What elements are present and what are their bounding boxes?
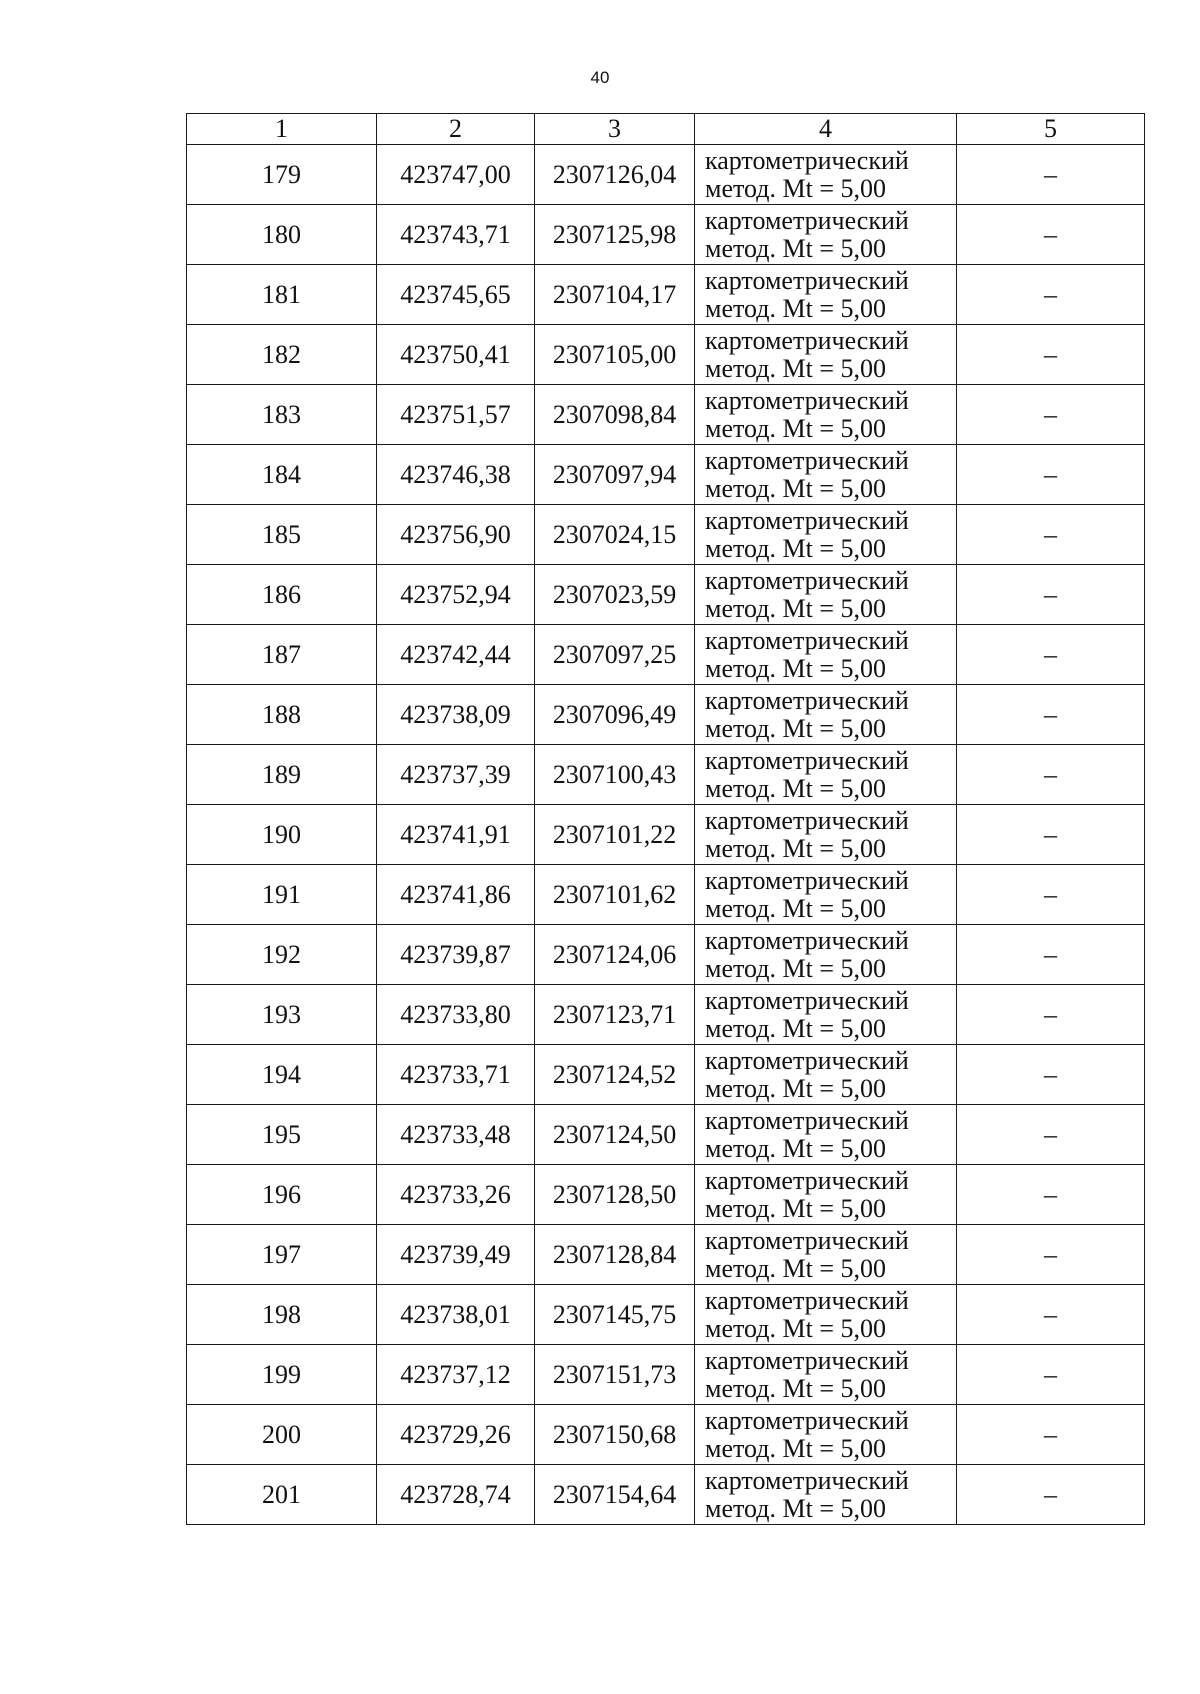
note-cell: – <box>957 445 1145 505</box>
x-coordinate-cell: 423739,49 <box>377 1225 535 1285</box>
method-line-1: картометрический <box>705 745 909 775</box>
y-coordinate-cell: 2307151,73 <box>535 1345 695 1405</box>
note-cell: – <box>957 205 1145 265</box>
point-number-cell: 180 <box>187 205 377 265</box>
y-coordinate-cell: 2307104,17 <box>535 265 695 325</box>
table-row <box>187 1165 1145 1225</box>
table-row <box>187 1105 1145 1165</box>
method-cell <box>695 565 957 625</box>
method-line-2: метод. Mt = 5,00 <box>705 1013 886 1043</box>
method-line-1: картометрический <box>705 985 909 1015</box>
method-line-1: картометрический <box>705 865 909 895</box>
method-line-2: метод. Mt = 5,00 <box>705 1253 886 1283</box>
point-number-cell: 196 <box>187 1165 377 1225</box>
x-coordinate-cell: 423743,71 <box>377 205 535 265</box>
column-header: 1 <box>187 114 377 145</box>
point-number-cell: 181 <box>187 265 377 325</box>
x-coordinate-cell: 423741,91 <box>377 805 535 865</box>
point-number-cell: 193 <box>187 985 377 1045</box>
method-line-1: картометрический <box>705 1225 909 1255</box>
table-row <box>187 265 1145 325</box>
method-line-2: метод. Mt = 5,00 <box>705 1313 886 1343</box>
method-line-2: метод. Mt = 5,00 <box>705 713 886 743</box>
y-coordinate-cell: 2307126,04 <box>535 145 695 205</box>
table-row <box>187 1465 1145 1525</box>
method-line-2: метод. Mt = 5,00 <box>705 1133 886 1163</box>
y-coordinate-cell: 2307123,71 <box>535 985 695 1045</box>
table-row <box>187 1285 1145 1345</box>
method-line-1: картометрический <box>705 805 909 835</box>
method-line-2: метод. Mt = 5,00 <box>705 173 886 203</box>
note-cell: – <box>957 805 1145 865</box>
column-header: 5 <box>957 114 1145 145</box>
x-coordinate-cell: 423741,86 <box>377 865 535 925</box>
note-cell: – <box>957 1285 1145 1345</box>
table-row <box>187 1405 1145 1465</box>
method-line-1: картометрический <box>705 1465 909 1495</box>
column-header: 4 <box>695 114 957 145</box>
point-number-cell: 201 <box>187 1465 377 1525</box>
x-coordinate-cell: 423729,26 <box>377 1405 535 1465</box>
point-number-cell: 185 <box>187 505 377 565</box>
method-line-1: картометрический <box>705 505 909 535</box>
method-line-2: метод. Mt = 5,00 <box>705 833 886 863</box>
method-cell <box>695 445 957 505</box>
method-cell <box>695 505 957 565</box>
note-cell: – <box>957 325 1145 385</box>
point-number-cell: 194 <box>187 1045 377 1105</box>
point-number-cell: 183 <box>187 385 377 445</box>
table-row <box>187 805 1145 865</box>
y-coordinate-cell: 2307145,75 <box>535 1285 695 1345</box>
method-cell <box>695 385 957 445</box>
method-line-1: картометрический <box>705 925 909 955</box>
x-coordinate-cell: 423733,48 <box>377 1105 535 1165</box>
note-cell: – <box>957 625 1145 685</box>
method-cell <box>695 985 957 1045</box>
method-cell <box>695 1105 957 1165</box>
coordinates-table <box>186 113 1145 1525</box>
x-coordinate-cell: 423728,74 <box>377 1465 535 1525</box>
x-coordinate-cell: 423737,12 <box>377 1345 535 1405</box>
method-cell <box>695 1225 957 1285</box>
y-coordinate-cell: 2307124,50 <box>535 1105 695 1165</box>
note-cell: – <box>957 565 1145 625</box>
y-coordinate-cell: 2307105,00 <box>535 325 695 385</box>
method-line-1: картометрический <box>705 565 909 595</box>
y-coordinate-cell: 2307101,62 <box>535 865 695 925</box>
method-line-1: картометрический <box>705 325 909 355</box>
method-cell <box>695 1405 957 1465</box>
method-line-2: метод. Mt = 5,00 <box>705 893 886 923</box>
method-cell <box>695 865 957 925</box>
y-coordinate-cell: 2307128,84 <box>535 1225 695 1285</box>
note-cell: – <box>957 1465 1145 1525</box>
note-cell: – <box>957 865 1145 925</box>
x-coordinate-cell: 423738,01 <box>377 1285 535 1345</box>
point-number-cell: 189 <box>187 745 377 805</box>
column-header: 3 <box>535 114 695 145</box>
table-header-row <box>187 114 1145 145</box>
column-header: 2 <box>377 114 535 145</box>
method-line-2: метод. Mt = 5,00 <box>705 593 886 623</box>
method-line-2: метод. Mt = 5,00 <box>705 233 886 263</box>
y-coordinate-cell: 2307100,43 <box>535 745 695 805</box>
method-line-1: картометрический <box>705 1285 909 1315</box>
method-line-1: картометрический <box>705 685 909 715</box>
table-row <box>187 865 1145 925</box>
method-cell <box>695 745 957 805</box>
point-number-cell: 188 <box>187 685 377 745</box>
y-coordinate-cell: 2307128,50 <box>535 1165 695 1225</box>
note-cell: – <box>957 505 1145 565</box>
table-row <box>187 745 1145 805</box>
table-row <box>187 385 1145 445</box>
method-line-2: метод. Mt = 5,00 <box>705 1373 886 1403</box>
method-line-1: картометрический <box>705 1165 909 1195</box>
point-number-cell: 190 <box>187 805 377 865</box>
method-cell <box>695 265 957 325</box>
method-line-1: картометрический <box>705 1345 909 1375</box>
table-row <box>187 205 1145 265</box>
table-row <box>187 445 1145 505</box>
point-number-cell: 184 <box>187 445 377 505</box>
y-coordinate-cell: 2307096,49 <box>535 685 695 745</box>
point-number-cell: 197 <box>187 1225 377 1285</box>
x-coordinate-cell: 423737,39 <box>377 745 535 805</box>
x-coordinate-cell: 423733,80 <box>377 985 535 1045</box>
method-line-2: метод. Mt = 5,00 <box>705 353 886 383</box>
table-row <box>187 1345 1145 1405</box>
note-cell: – <box>957 985 1145 1045</box>
note-cell: – <box>957 1165 1145 1225</box>
point-number-cell: 191 <box>187 865 377 925</box>
method-line-2: метод. Mt = 5,00 <box>705 413 886 443</box>
method-cell <box>695 325 957 385</box>
method-line-1: картометрический <box>705 1105 909 1135</box>
table-row <box>187 625 1145 685</box>
x-coordinate-cell: 423751,57 <box>377 385 535 445</box>
note-cell: – <box>957 1405 1145 1465</box>
method-line-1: картометрический <box>705 445 909 475</box>
table-row <box>187 925 1145 985</box>
table-row <box>187 685 1145 745</box>
y-coordinate-cell: 2307124,06 <box>535 925 695 985</box>
method-cell <box>695 205 957 265</box>
method-line-2: метод. Mt = 5,00 <box>705 293 886 323</box>
method-cell <box>695 1045 957 1105</box>
method-line-2: метод. Mt = 5,00 <box>705 773 886 803</box>
note-cell: – <box>957 1225 1145 1285</box>
y-coordinate-cell: 2307023,59 <box>535 565 695 625</box>
method-line-1: картометрический <box>705 1405 909 1435</box>
x-coordinate-cell: 423750,41 <box>377 325 535 385</box>
point-number-cell: 186 <box>187 565 377 625</box>
x-coordinate-cell: 423746,38 <box>377 445 535 505</box>
note-cell: – <box>957 745 1145 805</box>
note-cell: – <box>957 1345 1145 1405</box>
y-coordinate-cell: 2307154,64 <box>535 1465 695 1525</box>
y-coordinate-cell: 2307097,94 <box>535 445 695 505</box>
note-cell: – <box>957 1045 1145 1105</box>
note-cell: – <box>957 685 1145 745</box>
method-cell <box>695 625 957 685</box>
x-coordinate-cell: 423738,09 <box>377 685 535 745</box>
method-cell <box>695 1165 957 1225</box>
method-line-2: метод. Mt = 5,00 <box>705 653 886 683</box>
point-number-cell: 200 <box>187 1405 377 1465</box>
method-line-2: метод. Mt = 5,00 <box>705 953 886 983</box>
y-coordinate-cell: 2307098,84 <box>535 385 695 445</box>
point-number-cell: 182 <box>187 325 377 385</box>
method-line-1: картометрический <box>705 265 909 295</box>
table-row <box>187 145 1145 205</box>
point-number-cell: 198 <box>187 1285 377 1345</box>
note-cell: – <box>957 145 1145 205</box>
note-cell: – <box>957 925 1145 985</box>
method-line-1: картометрический <box>705 385 909 415</box>
method-cell <box>695 145 957 205</box>
table-row <box>187 985 1145 1045</box>
y-coordinate-cell: 2307024,15 <box>535 505 695 565</box>
method-cell <box>695 805 957 865</box>
table-row <box>187 1045 1145 1105</box>
method-cell <box>695 685 957 745</box>
y-coordinate-cell: 2307125,98 <box>535 205 695 265</box>
note-cell: – <box>957 1105 1145 1165</box>
page-number: 40 <box>590 68 610 87</box>
method-cell <box>695 1345 957 1405</box>
method-cell <box>695 1285 957 1345</box>
x-coordinate-cell: 423747,00 <box>377 145 535 205</box>
x-coordinate-cell: 423756,90 <box>377 505 535 565</box>
point-number-cell: 195 <box>187 1105 377 1165</box>
x-coordinate-cell: 423733,71 <box>377 1045 535 1105</box>
x-coordinate-cell: 423752,94 <box>377 565 535 625</box>
table-row <box>187 505 1145 565</box>
y-coordinate-cell: 2307150,68 <box>535 1405 695 1465</box>
y-coordinate-cell: 2307101,22 <box>535 805 695 865</box>
x-coordinate-cell: 423742,44 <box>377 625 535 685</box>
table-row <box>187 565 1145 625</box>
method-line-1: картометрический <box>705 205 909 235</box>
note-cell: – <box>957 385 1145 445</box>
point-number-cell: 187 <box>187 625 377 685</box>
point-number-cell: 192 <box>187 925 377 985</box>
note-cell: – <box>957 265 1145 325</box>
method-line-1: картометрический <box>705 145 909 175</box>
table-row <box>187 1225 1145 1285</box>
table-row <box>187 325 1145 385</box>
y-coordinate-cell: 2307124,52 <box>535 1045 695 1105</box>
method-line-2: метод. Mt = 5,00 <box>705 473 886 503</box>
method-line-1: картометрический <box>705 625 909 655</box>
y-coordinate-cell: 2307097,25 <box>535 625 695 685</box>
method-line-2: метод. Mt = 5,00 <box>705 533 886 563</box>
method-cell <box>695 925 957 985</box>
method-line-1: картометрический <box>705 1045 909 1075</box>
x-coordinate-cell: 423745,65 <box>377 265 535 325</box>
point-number-cell: 179 <box>187 145 377 205</box>
method-cell <box>695 1465 957 1525</box>
method-line-2: метод. Mt = 5,00 <box>705 1193 886 1223</box>
method-line-2: метод. Mt = 5,00 <box>705 1493 886 1523</box>
method-line-2: метод. Mt = 5,00 <box>705 1073 886 1103</box>
x-coordinate-cell: 423739,87 <box>377 925 535 985</box>
method-line-2: метод. Mt = 5,00 <box>705 1433 886 1463</box>
point-number-cell: 199 <box>187 1345 377 1405</box>
x-coordinate-cell: 423733,26 <box>377 1165 535 1225</box>
